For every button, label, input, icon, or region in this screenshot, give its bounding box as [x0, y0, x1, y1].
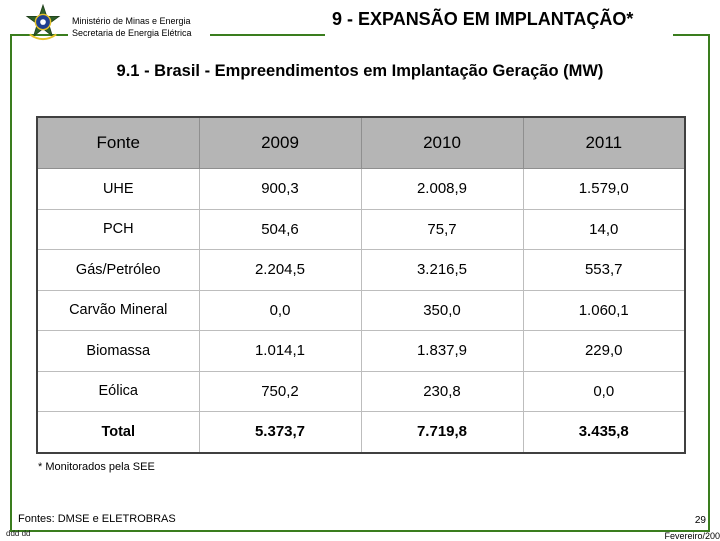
sources-note: Fontes: DMSE e ELETROBRAS — [18, 513, 176, 525]
page-title: 9 - EXPANSÃO EM IMPLANTAÇÃO* — [332, 9, 634, 29]
row-source: UHE — [37, 169, 199, 210]
cell-2011: 553,7 — [523, 250, 685, 291]
footnote: * Monitorados pela SEE — [38, 461, 155, 473]
header-2009: 2009 — [199, 117, 361, 169]
cell-2010: 2.008,9 — [361, 169, 523, 210]
cell-2011: 229,0 — [523, 331, 685, 372]
cell-2009: 0,0 — [199, 290, 361, 331]
cell-2010: 1.837,9 — [361, 331, 523, 372]
cell-2009: 900,3 — [199, 169, 361, 210]
table-title: 9.1 - Brasil - Empreendimentos em Implantação Geração (MW) — [116, 62, 604, 80]
table-row — [37, 290, 685, 331]
cell-2011: 1.060,1 — [523, 290, 685, 331]
header-2011: 2011 — [523, 117, 685, 169]
row-source: Gás/Petróleo — [37, 250, 199, 291]
cell-2010: 75,7 — [361, 209, 523, 250]
cell-2010: 230,8 — [361, 371, 523, 412]
cell-2009: 750,2 — [199, 371, 361, 412]
header-fonte: Fonte — [37, 117, 199, 169]
cell-2009: 504,6 — [199, 209, 361, 250]
org-line-1: Ministério de Minas e Energia — [72, 16, 191, 26]
cell-2010: 7.719,8 — [361, 412, 523, 453]
cell-2011: 14,0 — [523, 209, 685, 250]
frame-left-line — [10, 34, 12, 530]
table-row — [37, 169, 685, 210]
date-label: Fevereiro/200 — [664, 531, 720, 541]
row-source: PCH — [37, 209, 199, 250]
table-row — [37, 209, 685, 250]
small-mark: ddd dd — [6, 529, 31, 538]
row-source: Eólica — [37, 371, 199, 412]
cell-2011: 1.579,0 — [523, 169, 685, 210]
header-2010: 2010 — [361, 117, 523, 169]
table-row — [37, 371, 685, 412]
cell-2010: 350,0 — [361, 290, 523, 331]
row-source: Carvão Mineral — [37, 290, 199, 331]
org-line-2: Secretaria de Energia Elétrica — [72, 28, 192, 38]
row-source: Total — [37, 412, 199, 453]
table-row — [37, 250, 685, 291]
cell-2009: 1.014,1 — [199, 331, 361, 372]
table-total-row — [37, 412, 685, 453]
page-number: 29 — [694, 515, 706, 526]
coat-of-arms-logo — [24, 4, 62, 42]
row-source: Biomassa — [37, 331, 199, 372]
organization-name — [72, 15, 192, 39]
generation-table — [36, 116, 686, 454]
frame-right-line — [708, 34, 710, 530]
cell-2011: 0,0 — [523, 371, 685, 412]
cell-2010: 3.216,5 — [361, 250, 523, 291]
cell-2009: 2.204,5 — [199, 250, 361, 291]
cell-2011: 3.435,8 — [523, 412, 685, 453]
table-header-row — [37, 117, 685, 169]
frame-bottom-line — [10, 530, 710, 532]
cell-2009: 5.373,7 — [199, 412, 361, 453]
table-row — [37, 331, 685, 372]
